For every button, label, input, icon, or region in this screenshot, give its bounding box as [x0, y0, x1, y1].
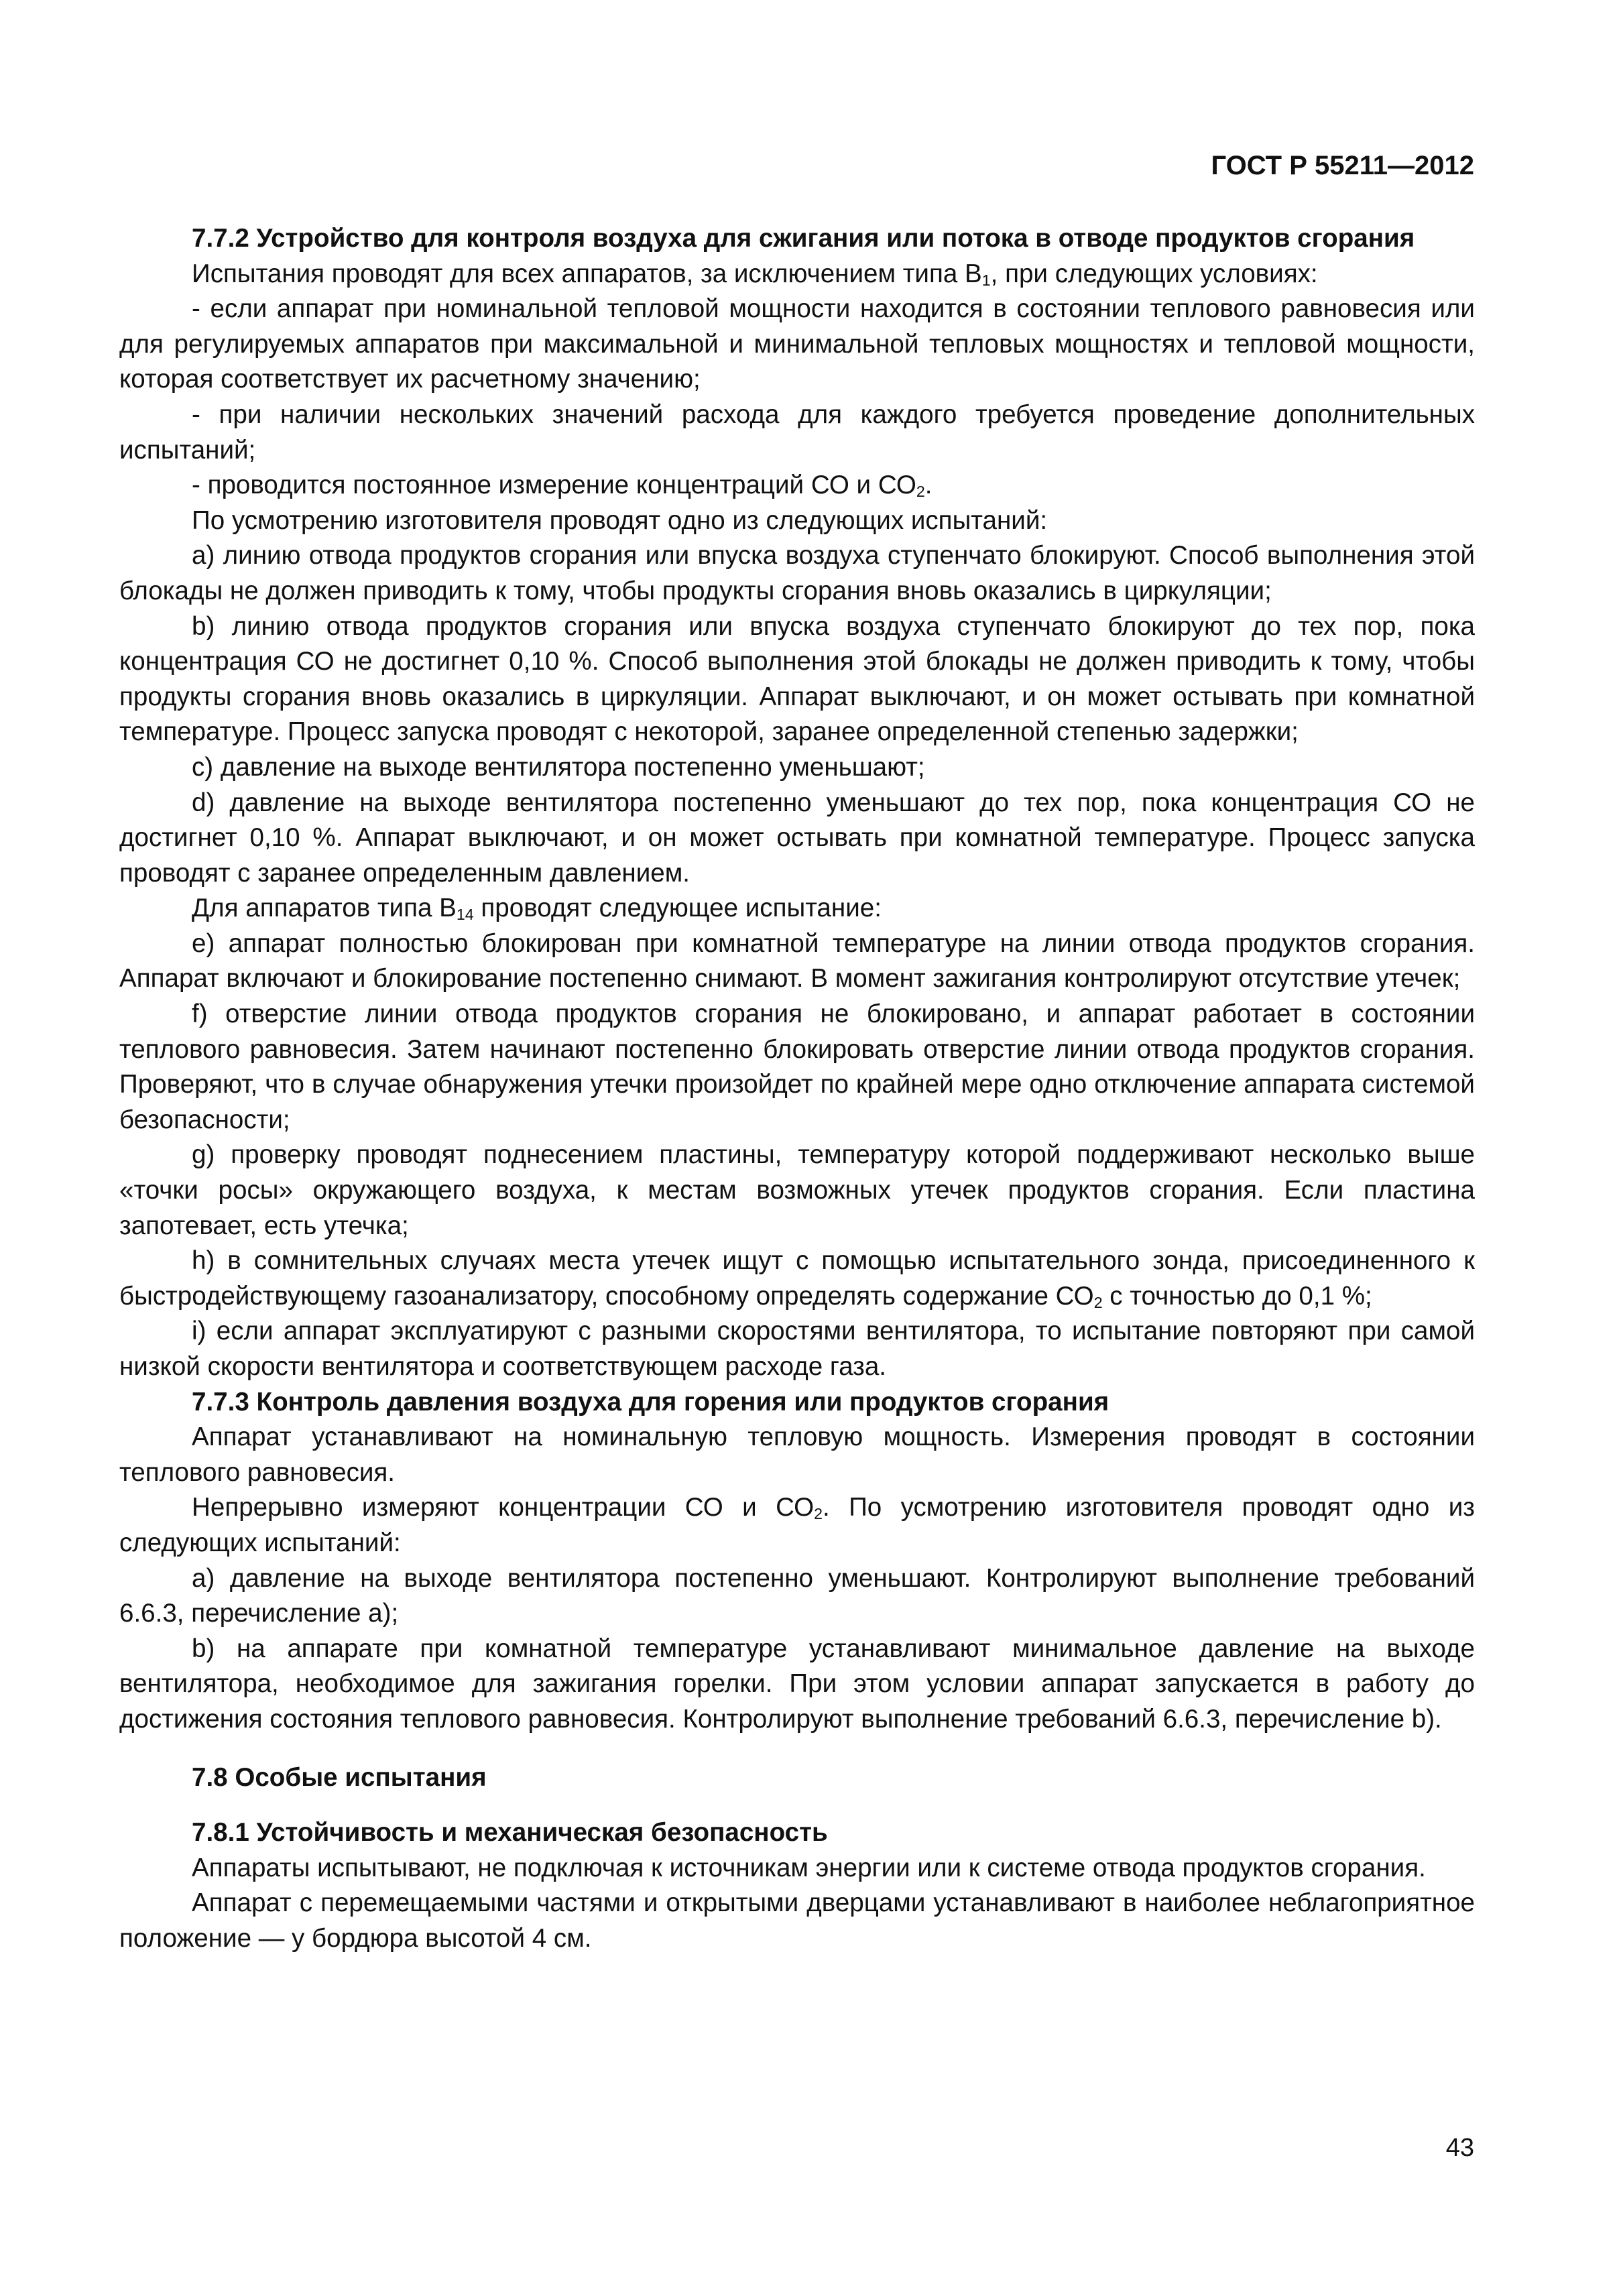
list-item: а) линию отвода продуктов сгорания или впуска воздуха ступенчато блокируют. Способ выполнения этой блокады не должен приводить к тому, чтобы продукты сгорания вновь оказались в циркуляции;	[119, 541, 1475, 605]
list-item: h) в сомнительных случаях места утечек ищут с помощью испытательного зонда, присоединенного к быстродействующему газоанализатору, способному определять содержание $СО_2$ с точностью до 0,1 %;	[119, 1246, 1475, 1311]
paragraph: Для аппаратов типа $В_{14}$ проводят следующее испытание:	[192, 894, 882, 924]
paragraph: Испытания проводят для всех аппаратов, за исключением типа $В_1$, при следующих условиях:	[192, 259, 1318, 289]
list-item: c) давление на выходе вентилятора постепенно уменьшают;	[192, 752, 925, 782]
paragraph: По усмотрению изготовителя проводят одно из следующих испытаний:	[192, 505, 1048, 535]
paragraph: Аппарат устанавливают на номинальную тепловую мощность. Измерения проводят в состоянии теплового равновесия.	[119, 1423, 1475, 1487]
list-item: b) линию отвода продуктов сгорания или впуска воздуха ступенчато блокируют до тех пор, пока концентрация СО не достигнет 0,10 %. Способ выполнения этой блокады не должен приводить к тому, чтобы продукты сгорания вновь оказались в циркуляции. Аппарат выключают, и он может остывать при комнатной температуре. Процесс запуска проводят с некоторой, заранее определенной степенью задержки;	[119, 611, 1475, 747]
paragraph: Аппараты испытывают, не подключая к источникам энергии или к системе отвода продуктов сгорания.	[192, 1853, 1426, 1882]
list-item: d) давление на выходе вентилятора постепенно уменьшают до тех пор, пока концентрация СО не достигнет 0,10 %. Аппарат выключают, и он может остывать при комнатной температуре. Процесс запуска проводят с заранее определенным давлением.	[119, 788, 1475, 888]
list-item: b) на аппарате при комнатной температуре устанавливают минимальное давление на выходе вентилятора, необходимое для зажигания горелки. При этом условии аппарат запускается в работу до достижения состояния теплового равновесия. Контролируют выполнение требований 6.6.3, перечисление b).	[119, 1634, 1475, 1734]
list-item: f) отверстие линии отвода продуктов сгорания не блокировано, и аппарат работает в состоянии теплового равновесия. Затем начинают постепенно блокировать отверстие линии отвода продуктов сгорания. Проверяют, что в случае обнаружения утечки произойдет по крайней мере одно отключение аппарата системой безопасности;	[119, 1000, 1475, 1134]
list-item: - проводится постоянное измерение концентраций СО и $СО_2$.	[192, 471, 933, 501]
list-item: i) если аппарат эксплуатируют с разными скоростями вентилятора, то испытание повторяют при самой низкой скорости вентилятора и соответствующем расходе газа.	[119, 1317, 1475, 1381]
list-item: а) давление на выходе вентилятора постепенно уменьшают. Контролируют выполнение требований 6.6.3, перечисление а);	[119, 1563, 1475, 1628]
section-heading-7-8: 7.8 Особые испытания	[192, 1762, 487, 1792]
paragraph: Аппарат с перемещаемыми частями и открытыми дверцами устанавливают в наиболее неблагоприятное положение — у бордюра высотой 4 см.	[119, 1888, 1475, 1953]
section-heading-7-8-1: 7.8.1 Устойчивость и механическая безопасность	[192, 1818, 828, 1848]
paragraph: Непрерывно измеряют концентрации СО и $СО_2$. По усмотрению изготовителя проводят одно из следующих испытаний:	[119, 1493, 1475, 1557]
page-body	[119, 221, 1475, 1957]
list-item: - если аппарат при номинальной тепловой мощности находится в состоянии теплового равновесия или для регулируемых аппаратов при максимальной и минимальной тепловых мощностях и тепловой мощности, которая соответствует их расчетному значению;	[119, 294, 1475, 394]
list-item: - при наличии нескольких значений расхода для каждого требуется проведение дополнительных испытаний;	[119, 400, 1475, 465]
section-heading-7-7-3: 7.7.3 Контроль давления воздуха для горения или продуктов сгорания	[192, 1387, 1109, 1416]
list-item: e) аппарат полностью блокирован при комнатной температуре на линии отвода продуктов сгорания. Аппарат включают и блокирование постепенно снимают. В момент зажигания контролируют отсутствие утечек;	[119, 928, 1475, 993]
list-item: g) проверку проводят поднесением пластины, температуру которой поддерживают несколько выше «точки росы» окружающего воздуха, к местам возможных утечек продуктов сгорания. Если пластина запотевает, есть утечка;	[119, 1140, 1475, 1240]
page-number: 43	[1445, 2134, 1474, 2162]
section-heading-7-7-2: 7.7.2 Устройство для контроля воздуха для сжигания или потока в отводе продуктов сгорания	[192, 224, 1415, 253]
standard-id: ГОСТ Р 55211—2012	[1211, 151, 1474, 180]
